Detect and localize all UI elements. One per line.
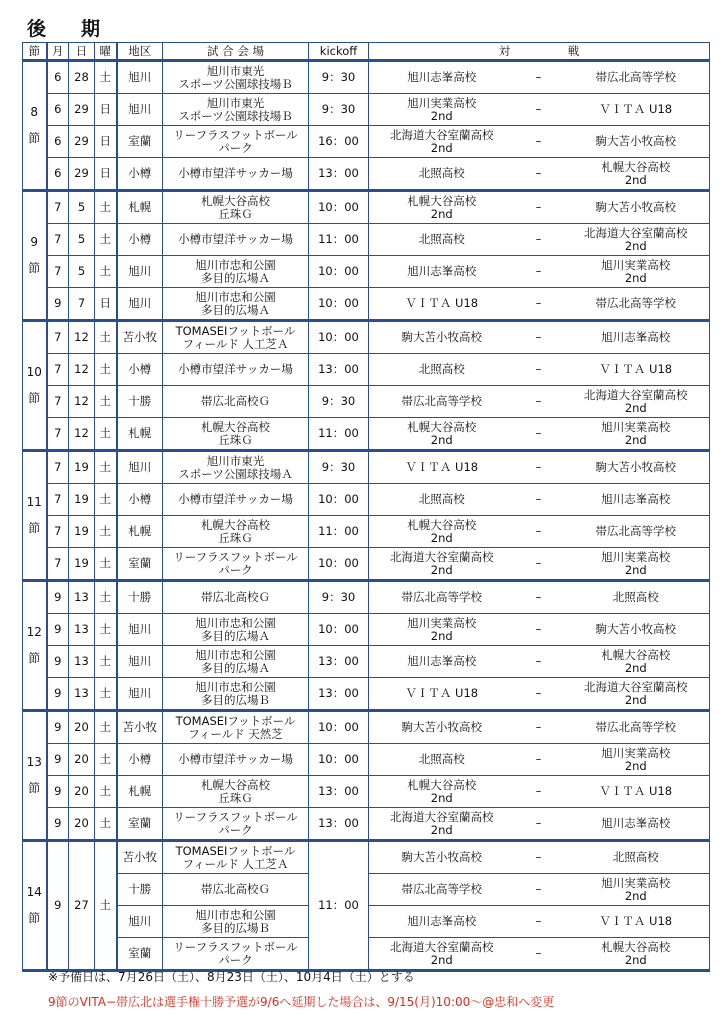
area-cell: 旭川	[117, 614, 163, 646]
day-cell: 28	[69, 61, 95, 94]
away-team: 旭川実業高校 2nd	[563, 256, 710, 288]
weekday-cell: 土	[95, 321, 117, 354]
home-team: ＶＩＴＡ U18	[369, 288, 515, 321]
venue-cell: 旭川市東光 スポーツ公園球技場Ａ	[163, 451, 309, 484]
table-row	[23, 61, 710, 94]
day-cell: 20	[69, 744, 95, 776]
away-team: 旭川実業高校 2nd	[563, 418, 710, 451]
weekday-cell: 土	[95, 224, 117, 256]
weekday-cell: 日	[95, 126, 117, 158]
table-row	[23, 646, 710, 678]
weekday-cell: 土	[95, 256, 117, 288]
home-team: ＶＩＴＡ U18	[369, 678, 515, 711]
home-team: 北海道大谷室蘭高校 2nd	[369, 548, 515, 581]
kickoff-cell: 13：00	[309, 808, 369, 841]
day-cell: 7	[69, 288, 95, 321]
weekday-cell: 日	[95, 288, 117, 321]
round-label: 10 節	[23, 321, 47, 451]
venue-cell: 札幌大谷高校 丘珠Ｇ	[163, 191, 309, 224]
away-team: 札幌大谷高校 2nd	[563, 938, 710, 971]
area-cell: 室蘭	[117, 938, 163, 971]
month-cell: 6	[47, 61, 69, 94]
table-row	[23, 224, 710, 256]
versus-dash: –	[515, 256, 563, 288]
versus-dash: –	[515, 94, 563, 126]
table-row	[23, 386, 710, 418]
area-cell: 小樽	[117, 744, 163, 776]
home-team: 駒大苫小牧高校	[369, 711, 515, 744]
versus-dash: –	[515, 61, 563, 94]
table-row	[23, 126, 710, 158]
weekday-cell: 土	[95, 451, 117, 484]
area-cell: 室蘭	[117, 126, 163, 158]
day-cell: 12	[69, 354, 95, 386]
header-venue: 試 合 会 場	[163, 43, 309, 61]
month-cell: 9	[47, 678, 69, 711]
away-team: 北海道大谷室蘭高校 2nd	[563, 386, 710, 418]
venue-cell: 旭川市忠和公園 多目的広場Ａ	[163, 256, 309, 288]
area-cell: 小樽	[117, 354, 163, 386]
month-cell: 6	[47, 94, 69, 126]
table-row	[23, 354, 710, 386]
weekday-cell: 土	[95, 744, 117, 776]
home-team: 駒大苫小牧高校	[369, 321, 515, 354]
month-cell: 6	[47, 126, 69, 158]
table-row	[23, 288, 710, 321]
day-cell: 12	[69, 418, 95, 451]
round-label: 12 節	[23, 581, 47, 711]
away-team: 帯広北高等学校	[563, 61, 710, 94]
area-cell: 旭川	[117, 906, 163, 938]
header-weekday: 曜	[95, 43, 117, 61]
table-row	[23, 191, 710, 224]
month-cell: 7	[47, 451, 69, 484]
versus-dash: –	[515, 938, 563, 971]
versus-dash: –	[515, 484, 563, 516]
kickoff-cell: 9：30	[309, 581, 369, 614]
round-label: 11 節	[23, 451, 47, 581]
table-row	[23, 678, 710, 711]
area-cell: 札幌	[117, 776, 163, 808]
kickoff-cell: 10：00	[309, 191, 369, 224]
kickoff-cell: 11：00	[309, 418, 369, 451]
table-row	[23, 158, 710, 191]
home-team: 旭川実業高校 2nd	[369, 94, 515, 126]
kickoff-cell: 11：00	[309, 516, 369, 548]
day-cell: 20	[69, 808, 95, 841]
versus-dash: –	[515, 451, 563, 484]
away-team: 駒大苫小牧高校	[563, 614, 710, 646]
table-row	[23, 516, 710, 548]
away-team: 旭川志峯高校	[563, 484, 710, 516]
versus-dash: –	[515, 678, 563, 711]
area-cell: 旭川	[117, 256, 163, 288]
kickoff-cell: 11：00	[309, 224, 369, 256]
home-team: 札幌大谷高校 2nd	[369, 776, 515, 808]
home-team: 北照高校	[369, 158, 515, 191]
day-cell: 12	[69, 321, 95, 354]
header-row	[23, 43, 710, 61]
area-cell: 旭川	[117, 288, 163, 321]
area-cell: 札幌	[117, 191, 163, 224]
month-cell: 9	[47, 841, 69, 971]
home-team: 帯広北高等学校	[369, 581, 515, 614]
away-team: 北照高校	[563, 581, 710, 614]
weekday-cell: 土	[95, 484, 117, 516]
weekday-cell: 土	[95, 776, 117, 808]
venue-cell: リーフラスフットボール パーク	[163, 938, 309, 971]
weekday-cell: 日	[95, 158, 117, 191]
weekday-cell: 土	[95, 191, 117, 224]
kickoff-cell: 10：00	[309, 744, 369, 776]
away-team: 札幌大谷高校 2nd	[563, 158, 710, 191]
kickoff-cell: 9：30	[309, 386, 369, 418]
venue-cell: TOMASEIフットボール フィールド 天然芝	[163, 711, 309, 744]
kickoff-cell: 10：00	[309, 256, 369, 288]
home-team: 札幌大谷高校 2nd	[369, 418, 515, 451]
away-team: 北海道大谷室蘭高校 2nd	[563, 678, 710, 711]
home-team: 札幌大谷高校 2nd	[369, 191, 515, 224]
month-cell: 7	[47, 516, 69, 548]
weekday-cell: 土	[95, 678, 117, 711]
home-team: 北海道大谷室蘭高校 2nd	[369, 808, 515, 841]
kickoff-cell: 9：30	[309, 94, 369, 126]
away-team: 旭川実業高校 2nd	[563, 744, 710, 776]
month-cell: 7	[47, 386, 69, 418]
month-cell: 9	[47, 614, 69, 646]
versus-dash: –	[515, 776, 563, 808]
round-label: 8 節	[23, 61, 47, 191]
venue-cell: 札幌大谷高校 丘珠Ｇ	[163, 418, 309, 451]
home-team: 駒大苫小牧高校	[369, 841, 515, 874]
away-team: 帯広北高等学校	[563, 288, 710, 321]
away-team: 旭川実業高校 2nd	[563, 548, 710, 581]
area-cell: 札幌	[117, 516, 163, 548]
home-team: 帯広北高等学校	[369, 386, 515, 418]
month-cell: 7	[47, 191, 69, 224]
month-cell: 9	[47, 711, 69, 744]
table-row	[23, 256, 710, 288]
weekday-cell: 土	[95, 548, 117, 581]
header-match: 対 戦	[369, 43, 710, 61]
month-cell: 9	[47, 646, 69, 678]
away-team: 駒大苫小牧高校	[563, 126, 710, 158]
venue-cell: 旭川市忠和公園 多目的広場Ａ	[163, 614, 309, 646]
venue-cell: 小樽市望洋サッカー場	[163, 224, 309, 256]
round-label: 9 節	[23, 191, 47, 321]
venue-cell: 旭川市東光 スポーツ公園球技場Ｂ	[163, 61, 309, 94]
day-cell: 20	[69, 776, 95, 808]
home-team: 旭川志峯高校	[369, 906, 515, 938]
away-team: 帯広北高等学校	[563, 711, 710, 744]
versus-dash: –	[515, 418, 563, 451]
area-cell: 小樽	[117, 484, 163, 516]
kickoff-cell: 9：30	[309, 61, 369, 94]
away-team: ＶＩＴＡ U18	[563, 94, 710, 126]
versus-dash: –	[515, 744, 563, 776]
away-team: 北海道大谷室蘭高校 2nd	[563, 224, 710, 256]
venue-cell: 旭川市忠和公園 多目的広場Ａ	[163, 288, 309, 321]
header-day: 日	[69, 43, 95, 61]
weekday-cell: 土	[95, 354, 117, 386]
kickoff-cell: 10：00	[309, 321, 369, 354]
venue-cell: 旭川市忠和公園 多目的広場Ａ	[163, 646, 309, 678]
away-team: ＶＩＴＡ U18	[563, 776, 710, 808]
home-team: 旭川志峯高校	[369, 61, 515, 94]
away-team: 旭川実業高校 2nd	[563, 874, 710, 906]
day-cell: 13	[69, 581, 95, 614]
versus-dash: –	[515, 548, 563, 581]
area-cell: 旭川	[117, 61, 163, 94]
area-cell: 苫小牧	[117, 321, 163, 354]
versus-dash: –	[515, 711, 563, 744]
schedule-body	[23, 61, 710, 971]
kickoff-cell: 13：00	[309, 158, 369, 191]
month-cell: 9	[47, 581, 69, 614]
home-team: 帯広北高等学校	[369, 874, 515, 906]
month-cell: 7	[47, 321, 69, 354]
month-cell: 9	[47, 808, 69, 841]
area-cell: 旭川	[117, 451, 163, 484]
table-row	[23, 581, 710, 614]
weekday-cell: 土	[95, 711, 117, 744]
home-team: 札幌大谷高校 2nd	[369, 516, 515, 548]
table-row	[23, 808, 710, 841]
venue-cell: 旭川市東光 スポーツ公園球技場Ｂ	[163, 94, 309, 126]
note-reserve-days: ※予備日は、7月26日（土）、8月23日（土）、10月4日（土）とする	[48, 970, 415, 984]
kickoff-cell: 13：00	[309, 354, 369, 386]
home-team: 旭川志峯高校	[369, 646, 515, 678]
header-area: 地区	[117, 43, 163, 61]
day-cell: 19	[69, 516, 95, 548]
versus-dash: –	[515, 386, 563, 418]
day-cell: 5	[69, 224, 95, 256]
venue-cell: 札幌大谷高校 丘珠Ｇ	[163, 776, 309, 808]
kickoff-cell: 9：30	[309, 451, 369, 484]
away-team: 帯広北高等学校	[563, 516, 710, 548]
away-team: ＶＩＴＡ U18	[563, 354, 710, 386]
area-cell: 十勝	[117, 386, 163, 418]
month-cell: 7	[47, 484, 69, 516]
table-row	[23, 418, 710, 451]
venue-cell: 旭川市忠和公園 多目的広場Ｂ	[163, 678, 309, 711]
round-label: 14 節	[23, 841, 47, 971]
schedule-table	[22, 42, 710, 972]
venue-cell: 小樽市望洋サッカー場	[163, 158, 309, 191]
day-cell: 13	[69, 646, 95, 678]
venue-cell: 小樽市望洋サッカー場	[163, 744, 309, 776]
home-team: 旭川実業高校 2nd	[369, 614, 515, 646]
versus-dash: –	[515, 288, 563, 321]
versus-dash: –	[515, 646, 563, 678]
weekday-cell: 土	[95, 841, 117, 971]
kickoff-cell: 13：00	[309, 678, 369, 711]
month-cell: 6	[47, 158, 69, 191]
home-team: ＶＩＴＡ U18	[369, 451, 515, 484]
kickoff-cell: 10：00	[309, 484, 369, 516]
header-kickoff: kickoff	[309, 43, 369, 61]
kickoff-cell: 11：00	[309, 841, 369, 971]
month-cell: 7	[47, 548, 69, 581]
table-row	[23, 484, 710, 516]
month-cell: 7	[47, 224, 69, 256]
area-cell: 札幌	[117, 418, 163, 451]
table-row	[23, 451, 710, 484]
weekday-cell: 土	[95, 614, 117, 646]
day-cell: 13	[69, 678, 95, 711]
home-team: 北照高校	[369, 224, 515, 256]
area-cell: 室蘭	[117, 548, 163, 581]
area-cell: 室蘭	[117, 808, 163, 841]
kickoff-cell: 10：00	[309, 548, 369, 581]
versus-dash: –	[515, 581, 563, 614]
kickoff-cell: 10：00	[309, 614, 369, 646]
home-team: 北照高校	[369, 744, 515, 776]
home-team: 北海道大谷室蘭高校 2nd	[369, 126, 515, 158]
versus-dash: –	[515, 191, 563, 224]
day-cell: 29	[69, 126, 95, 158]
month-cell: 9	[47, 744, 69, 776]
kickoff-cell: 16：00	[309, 126, 369, 158]
weekday-cell: 土	[95, 646, 117, 678]
month-cell: 7	[47, 354, 69, 386]
area-cell: 旭川	[117, 678, 163, 711]
area-cell: 苫小牧	[117, 711, 163, 744]
day-cell: 19	[69, 548, 95, 581]
weekday-cell: 土	[95, 386, 117, 418]
away-team: 駒大苫小牧高校	[563, 451, 710, 484]
day-cell: 13	[69, 614, 95, 646]
header-month: 月	[47, 43, 69, 61]
day-cell: 19	[69, 484, 95, 516]
month-cell: 7	[47, 256, 69, 288]
table-row	[23, 744, 710, 776]
versus-dash: –	[515, 808, 563, 841]
venue-cell: 札幌大谷高校 丘珠Ｇ	[163, 516, 309, 548]
home-team: 旭川志峯高校	[369, 256, 515, 288]
table-row	[23, 94, 710, 126]
venue-cell: TOMASEIフットボール フィールド 人工芝Ａ	[163, 321, 309, 354]
venue-cell: リーフラスフットボール パーク	[163, 808, 309, 841]
day-cell: 5	[69, 256, 95, 288]
kickoff-cell: 10：00	[309, 288, 369, 321]
weekday-cell: 土	[95, 418, 117, 451]
versus-dash: –	[515, 906, 563, 938]
versus-dash: –	[515, 224, 563, 256]
venue-cell: TOMASEIフットボール フィールド 人工芝Ａ	[163, 841, 309, 874]
day-cell: 5	[69, 191, 95, 224]
header-setsu: 節	[23, 43, 47, 61]
away-team: 旭川志峯高校	[563, 808, 710, 841]
table-row	[23, 841, 710, 874]
versus-dash: –	[515, 158, 563, 191]
versus-dash: –	[515, 321, 563, 354]
weekday-cell: 土	[95, 516, 117, 548]
away-team: 北照高校	[563, 841, 710, 874]
away-team: ＶＩＴＡ U18	[563, 906, 710, 938]
area-cell: 十勝	[117, 874, 163, 906]
day-cell: 12	[69, 386, 95, 418]
home-team: 北照高校	[369, 354, 515, 386]
table-row	[23, 548, 710, 581]
day-cell: 27	[69, 841, 95, 971]
away-team: 旭川志峯高校	[563, 321, 710, 354]
area-cell: 小樽	[117, 224, 163, 256]
weekday-cell: 土	[95, 808, 117, 841]
page-title: 後 期	[27, 18, 109, 40]
day-cell: 29	[69, 94, 95, 126]
venue-cell: 小樽市望洋サッカー場	[163, 484, 309, 516]
away-team: 駒大苫小牧高校	[563, 191, 710, 224]
area-cell: 十勝	[117, 581, 163, 614]
month-cell: 7	[47, 418, 69, 451]
versus-dash: –	[515, 841, 563, 874]
venue-cell: リーフラスフットボール パーク	[163, 126, 309, 158]
area-cell: 旭川	[117, 94, 163, 126]
venue-cell: 帯広北高校Ｇ	[163, 874, 309, 906]
day-cell: 29	[69, 158, 95, 191]
venue-cell: 帯広北高校Ｇ	[163, 386, 309, 418]
home-team: 北照高校	[369, 484, 515, 516]
area-cell: 苫小牧	[117, 841, 163, 874]
table-row	[23, 321, 710, 354]
weekday-cell: 日	[95, 94, 117, 126]
day-cell: 19	[69, 451, 95, 484]
table-row	[23, 776, 710, 808]
kickoff-cell: 13：00	[309, 776, 369, 808]
versus-dash: –	[515, 614, 563, 646]
away-team: 札幌大谷高校 2nd	[563, 646, 710, 678]
kickoff-cell: 13：00	[309, 646, 369, 678]
weekday-cell: 土	[95, 61, 117, 94]
home-team: 北海道大谷室蘭高校 2nd	[369, 938, 515, 971]
kickoff-cell: 10：00	[309, 711, 369, 744]
table-row	[23, 614, 710, 646]
month-cell: 9	[47, 776, 69, 808]
round-label: 13 節	[23, 711, 47, 841]
weekday-cell: 土	[95, 581, 117, 614]
note-postponement: 9節のVITA−帯広北は選手権十勝予選が9/6へ延期した場合は、9/15(月)10:00～@忠和へ変更	[48, 995, 555, 1009]
versus-dash: –	[515, 126, 563, 158]
area-cell: 旭川	[117, 646, 163, 678]
table-row	[23, 711, 710, 744]
month-cell: 9	[47, 288, 69, 321]
venue-cell: 小樽市望洋サッカー場	[163, 354, 309, 386]
venue-cell: 旭川市忠和公園 多目的広場Ｂ	[163, 906, 309, 938]
versus-dash: –	[515, 516, 563, 548]
area-cell: 小樽	[117, 158, 163, 191]
versus-dash: –	[515, 354, 563, 386]
versus-dash: –	[515, 874, 563, 906]
venue-cell: 帯広北高校Ｇ	[163, 581, 309, 614]
day-cell: 20	[69, 711, 95, 744]
venue-cell: リーフラスフットボール パーク	[163, 548, 309, 581]
